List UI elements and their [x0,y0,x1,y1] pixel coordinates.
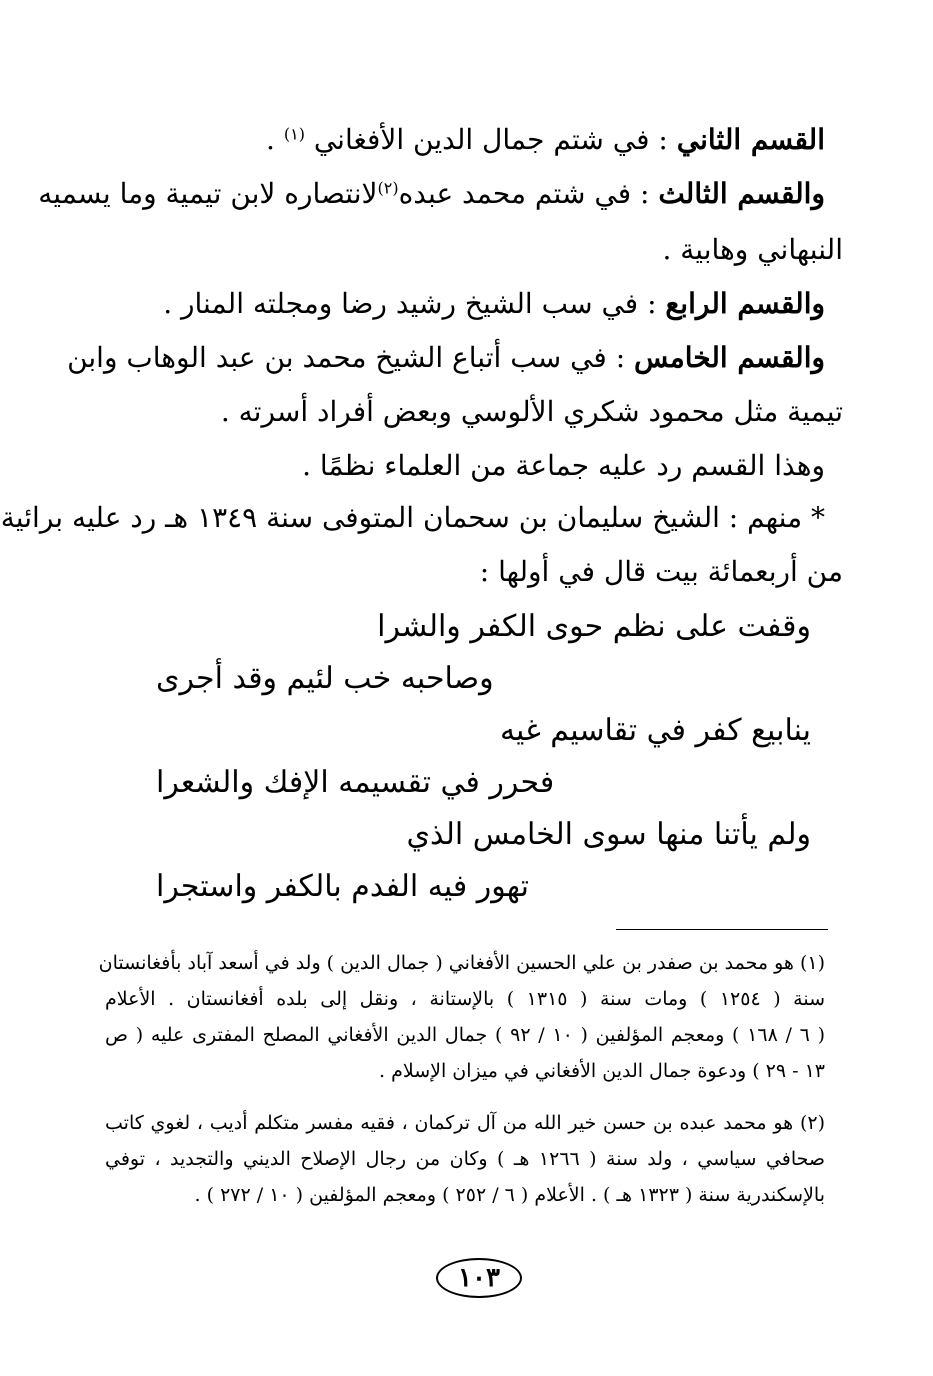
footnote-ref-2: (٢) [377,178,399,198]
section-two-title: القسم الثاني [676,123,825,156]
verse-line-2: وصاحبه خب لئيم وقد أجرى [156,661,494,696]
section-three-line2: النبهاني وهابية . [662,233,843,266]
section-two-end: . [266,123,284,156]
paragraph-section-five [67,341,825,374]
verse-line-5: ولم يأتنا منها سوى الخامس الذي [406,817,811,852]
paragraph-section-four [163,287,825,320]
section-three-title: والقسم الثالث [658,177,825,210]
footnote-1-line-3: ( ٦ / ١٦٨ ) ومعجم المؤلفين ( ١٠ / ٩٢ ) جمال الدين الأفغاني المصلح المفترى عليه ( ص [105,1024,826,1046]
section-four-text: : في سب الشيخ رشيد رضا ومجلته المنار . [163,287,666,320]
section-five-line2: تيمية مثل محمود شكري الألوسي وبعض أفراد أسرته . [220,395,843,428]
footnote-1-line-2: سنة ( ١٢٥٤ ) ومات سنة ( ١٣١٥ ) بالإستانة ، ونقل إلى بلده أفغانستان . الأعلام [105,988,825,1010]
paragraph-among-them: * منهم : الشيخ سليمان بن سحمان المتوفى سنة ١٣٤٩ هـ رد عليه برائية [0,501,825,534]
verse-line-1: وقفت على نظم حوى الكفر والشرا [377,609,811,644]
paragraph-refutation: وهذا القسم رد عليه جماعة من العلماء نظمًا . [302,449,825,482]
page-number: ١٠٣ [436,1258,522,1298]
section-three-text: : في شتم محمد عبده [398,177,659,210]
section-two-text: : في شتم جمال الدين الأفغاني [304,123,677,156]
section-five-title: والقسم الخامس [634,341,825,374]
verse-line-3: ينابيع كفر في تقاسيم غيه [499,713,811,748]
among-them-line2: من أربعمائة بيت قال في أولها : [479,555,843,588]
verse-line-4: فحرر في تقسيمه الإفك والشعرا [156,765,555,800]
section-four-title: والقسم الرابع [665,287,825,320]
section-five-text: : في سب أتباع الشيخ محمد بن عبد الوهاب وابن [67,341,635,374]
footnote-2-line-1: (٢) هو محمد عبده بن حسن خير الله من آل تركمان ، فقيه مفسر متكلم أديب ، لغوي كاتب [105,1112,825,1134]
paragraph-section-two [266,123,825,156]
paragraph-section-three [38,177,825,210]
footnote-1-line-1: (١) هو محمد بن صفدر بن علي الحسين الأفغاني ( جمال الدين ) ولد في أسعد آباد بأفغانستان [98,952,825,974]
footnote-2-line-2: صحافي سياسي ، ولد سنة ( ١٢٦٦ هـ ) وكان من رجال الإصلاح الديني والتجديد ، توفي [105,1148,826,1170]
footnote-1-line-4: ١٣ - ٢٩ ) ودعوة جمال الدين الأفغاني في ميزان الإسلام . [379,1060,825,1082]
section-three-text-cont: لانتصاره لابن تيمية وما يسميه [38,177,378,210]
footnote-2-line-3: بالإسكندرية سنة ( ١٣٢٣ هـ ) . الأعلام ( ٦ / ٢٥٢ ) ومعجم المؤلفين ( ١٠ / ٢٧٢ ) . [194,1184,825,1206]
footnote-separator [616,929,828,930]
verse-line-6: تهور فيه الفدم بالكفر واستجرا [156,869,529,904]
footnote-ref-1: (١) [283,124,305,144]
